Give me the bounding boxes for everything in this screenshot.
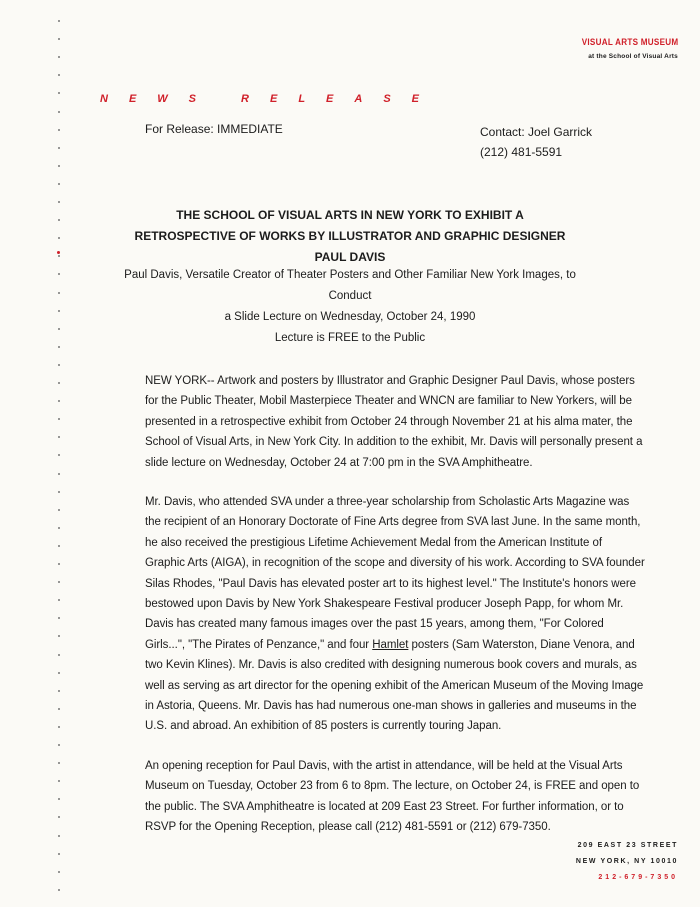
margin-dot	[58, 237, 60, 239]
margin-dot-red	[57, 251, 60, 254]
margin-dot	[58, 690, 60, 692]
headline-line-1: THE SCHOOL OF VISUAL ARTS IN NEW YORK TO EXHIBIT A	[176, 208, 524, 222]
margin-dot	[58, 744, 60, 746]
address-phone: 212-679-7350	[598, 874, 678, 881]
margin-dot	[58, 708, 60, 710]
margin-dot	[58, 491, 60, 493]
margin-dot	[58, 273, 60, 275]
margin-dot	[58, 364, 60, 366]
contact-phone: (212) 481-5591	[480, 145, 563, 159]
subhead-line-1: Paul Davis, Versatile Creator of Theater Posters and Other Familiar New York Images, to Conduct	[124, 269, 576, 302]
margin-dot	[58, 310, 60, 312]
margin-dot	[58, 165, 60, 167]
museum-address	[576, 838, 678, 886]
body-paragraph-1	[145, 371, 645, 473]
margin-dot	[58, 400, 60, 402]
paragraph-text: posters (Sam Waterston, Diane Venora, and two Kevin Klines). Mr. Davis is also credited with designing numerous book covers and murals, as well as serving as art director for the opening exhibit of the American Museum of the Moving Image in Astoria, Queens. Mr. Davis has had numerous one-man shows in galleries and museums in the U.S. and abroad. An exhibition of 85 posters is currently touring Japan.	[145, 638, 644, 733]
margin-dot	[58, 726, 60, 728]
margin-dot	[58, 599, 60, 601]
hamlet-title: Hamlet	[372, 638, 409, 651]
subheadline	[110, 265, 590, 349]
margin-dots	[58, 18, 62, 898]
margin-dot	[58, 38, 60, 40]
margin-dot	[58, 762, 60, 764]
address-street: 209 EAST 23 STREET	[577, 842, 678, 849]
margin-dot	[58, 74, 60, 76]
margin-dot	[58, 255, 60, 257]
margin-dot	[58, 183, 60, 185]
margin-dot	[58, 871, 60, 873]
margin-dot	[58, 635, 60, 637]
margin-dot	[58, 853, 60, 855]
headline-line-2: RETROSPECTIVE OF WORKS BY ILLUSTRATOR AND GRAPHIC DESIGNER	[134, 229, 566, 243]
paragraph-text: NEW YORK-- Artwork and posters by Illustrator and Graphic Designer Paul Davis, whose posters for the Public Theater, Mobil Masterpiece Theater and WNCN are familiar to New Yorkers, will be presented in a retrospective exhibit from October 24 through November 21 at his alma mater, the School of Visual Arts, in New York City. In addition to the exhibit, Mr. Davis will personally present a slide lecture on Wednesday, October 24 at 7:00 pm in the SVA Amphitheatre.	[145, 375, 643, 469]
subhead-line-2: a Slide Lecture on Wednesday, October 24, 1990	[224, 311, 476, 323]
margin-dot	[58, 56, 60, 58]
margin-dot	[58, 563, 60, 565]
margin-dot	[58, 436, 60, 438]
address-city: NEW YORK, NY 10010	[575, 858, 678, 865]
headline	[100, 205, 600, 268]
margin-dot	[58, 835, 60, 837]
body-paragraph-3	[145, 756, 645, 838]
margin-dot	[58, 816, 60, 818]
margin-dot	[58, 509, 60, 511]
margin-dot	[58, 328, 60, 330]
release-line: For Release: IMMEDIATE	[145, 122, 283, 136]
contact-name: Contact: Joel Garrick	[480, 125, 593, 139]
headline-line-3: PAUL DAVIS	[314, 250, 386, 264]
margin-dot	[58, 545, 60, 547]
paragraph-text: An opening reception for Paul Davis, with the artist in attendance, will be held at the Visual Arts Museum on Tuesday, October 23 from 6 to 8pm. The lecture, on October 24, is FREE and open to the public. The SVA Amphitheatre is located at 209 East 23 Street. For further information, or to RSVP for the Opening Reception, please call (212) 481-5591 or (212) 679-7350.	[145, 760, 640, 834]
margin-dot	[58, 20, 60, 22]
logo-subtitle: at the School of Visual Arts	[588, 53, 678, 60]
margin-dot	[58, 672, 60, 674]
logo-title: VISUAL ARTS MUSEUM	[581, 37, 678, 47]
margin-dot	[58, 129, 60, 131]
margin-dot	[58, 201, 60, 203]
margin-dot	[58, 418, 60, 420]
margin-dot	[58, 617, 60, 619]
paragraph-text: Mr. Davis, who attended SVA under a three-year scholarship from Scholastic Arts Magazine was the recipient of an Honorary Doctorate of Fine Arts degree from SVA last June. In the same month, he also received the prestigious Lifetime Achievement Medal from the American Institute of Graphic Arts (AIGA), in recognition of the scope and diversity of his work. According to SVA founder Silas Rhodes, "Paul Davis has elevated poster art to its highest level." The Institute's honors were bestowed upon Davis by New York Shakespeare Festival producer Joseph Papp, for whom Mr. Davis has created many famous images over the past 15 years, among them, "For Colored Girls...", "The Pirates of Penzance," and four	[145, 496, 645, 651]
contact-block	[480, 122, 592, 162]
body-paragraph-2	[145, 492, 645, 737]
margin-dot	[58, 219, 60, 221]
news-release-banner: NEWS RELEASE	[100, 93, 441, 105]
subhead-line-3: Lecture is FREE to the Public	[274, 332, 426, 344]
margin-dot	[58, 654, 60, 656]
museum-logo	[571, 37, 678, 60]
margin-dot	[58, 798, 60, 800]
margin-dot	[58, 346, 60, 348]
margin-dot	[58, 382, 60, 384]
margin-dot	[58, 147, 60, 149]
margin-dot	[58, 581, 60, 583]
margin-dot	[58, 292, 60, 294]
margin-dot	[58, 111, 60, 113]
margin-dot	[58, 527, 60, 529]
margin-dot	[58, 92, 60, 94]
margin-dot	[58, 780, 60, 782]
margin-dot	[58, 889, 60, 891]
margin-dot	[58, 473, 60, 475]
margin-dot	[58, 454, 60, 456]
